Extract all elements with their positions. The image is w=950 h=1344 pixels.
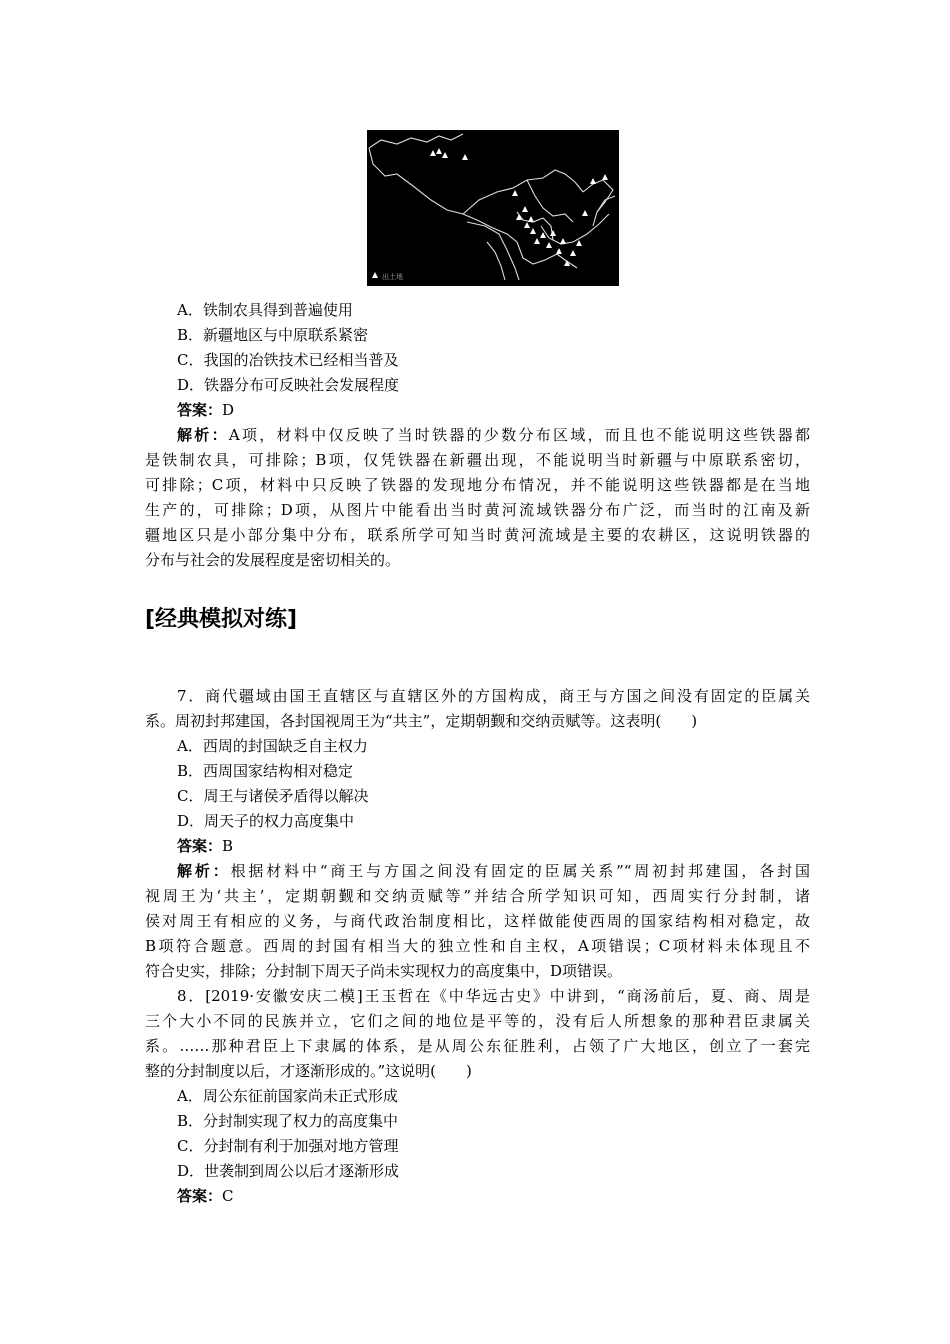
q7-answer-value: B (222, 837, 234, 855)
q8-option-d: D．世袭制到周公以后才逐渐形成 (177, 1162, 400, 1180)
q6-analysis-line (177, 423, 810, 448)
q8-stem-line: 8．[2019·安徽安庆二模]王玉哲在《中华远古史》中讲到，“商汤前后，夏、商、周是 (177, 987, 810, 1005)
q6-analysis-line: 是铁制农具，可排除；B项，仅凭铁器在新疆出现，不能说明当时新疆与中原联系密切， (145, 451, 810, 469)
q7-analysis-line: 符合史实，排除；分封制下周天子尚未实现权力的高度集中，D项错误。 (145, 962, 623, 980)
q7-stem-line: 7．商代疆域由国王直辖区与直辖区外的方国构成，商王与方国之间没有固定的臣属关 (177, 687, 810, 705)
q7-stem-line: 系。周初封邦建国，各封国视周王为“共主”，定期朝觐和交纳贡赋等。这表明( ) (145, 712, 698, 730)
q6-answer-value: D (222, 401, 235, 419)
q6-analysis-line: 可排除；C项，材料中只反映了铁器的发现地分布情况，并不能说明这些铁器都是在当地 (145, 476, 810, 494)
q8-answer (177, 1184, 842, 1209)
q7-analysis-line: 侯对周王有相应的义务，与商代政治制度相比，这样做能使西周的国家结构相对稳定，故 (145, 912, 810, 930)
q6-answer-label: 答案： (177, 401, 223, 419)
q6-analysis-label: 解析： (177, 426, 229, 444)
q8-answer-value: C (222, 1187, 234, 1205)
q7-analysis-text: 根据材料中“商王与方国之间没有固定的臣属关系”“周初封邦建国，各封国 (230, 862, 810, 880)
section-title: [经典模拟对练] (145, 607, 298, 632)
q7-analysis-line: B项符合题意。西周的封国有相当大的独立性和自主权，A项错误；C项材料未体现且不 (145, 937, 810, 955)
q7-answer (177, 834, 842, 859)
q7-option-c: C．周王与诸侯矛盾得以解决 (177, 787, 369, 805)
q6-answer (177, 398, 842, 423)
q6-option-d: D．铁器分布可反映社会发展程度 (177, 376, 400, 394)
q6-option-c: C．我国的冶铁技术已经相当普及 (177, 351, 399, 369)
q6-option-a: A．铁制农具得到普遍使用 (177, 301, 353, 319)
q6-analysis-line: 疆地区只是小部分集中分布，联系所学可知当时黄河流域是主要的农耕区，这说明铁器的 (145, 526, 810, 544)
q6-option-b: B．新疆地区与中原联系紧密 (177, 326, 369, 344)
iron-artifact-map (367, 130, 619, 286)
q8-stem-line: 整的分封制度以后，才逐渐形成的。”这说明( ) (145, 1062, 472, 1080)
q6-analysis-text: A项，材料中仅反映了当时铁器的少数分布区域，而且也不能说明这些铁器都 (228, 426, 810, 444)
q8-option-c: C．分封制有利于加强对地方管理 (177, 1137, 399, 1155)
map-figure (367, 130, 619, 286)
q6-analysis-line: 分布与社会的发展程度是密切相关的。 (145, 551, 401, 569)
q8-option-a: A．周公东征前国家尚未正式形成 (177, 1087, 398, 1105)
q7-option-b: B．西周国家结构相对稳定 (177, 762, 354, 780)
q8-option-b: B．分封制实现了权力的高度集中 (177, 1112, 399, 1130)
q8-stem-line: 系。……那种君臣上下隶属的体系，是从周公东征胜利，占领了广大地区，创立了一套完 (145, 1037, 810, 1055)
map-legend-label: 出土地 (382, 273, 403, 281)
q7-analysis-line (177, 859, 810, 884)
q7-option-d: D．周天子的权力高度集中 (177, 812, 355, 830)
q8-answer-label: 答案： (177, 1187, 223, 1205)
q7-option-a: A．西周的封国缺乏自主权力 (177, 737, 368, 755)
q6-analysis-line: 生产的，可排除；D项，从图片中能看出当时黄河流域铁器分布广泛，而当时的江南及新 (145, 501, 810, 519)
q7-analysis-label: 解析： (177, 862, 231, 880)
q7-answer-label: 答案： (177, 837, 223, 855)
legend-triangle-icon (372, 272, 378, 278)
q8-stem-line: 三个大小不同的民族并立，它们之间的地位是平等的，没有后人所想象的那种君臣隶属关 (145, 1012, 810, 1030)
q7-analysis-line: 视周王为‘共主’，定期朝觐和交纳贡赋等”并结合所学知识可知，西周实行分封制，诸 (145, 887, 810, 905)
